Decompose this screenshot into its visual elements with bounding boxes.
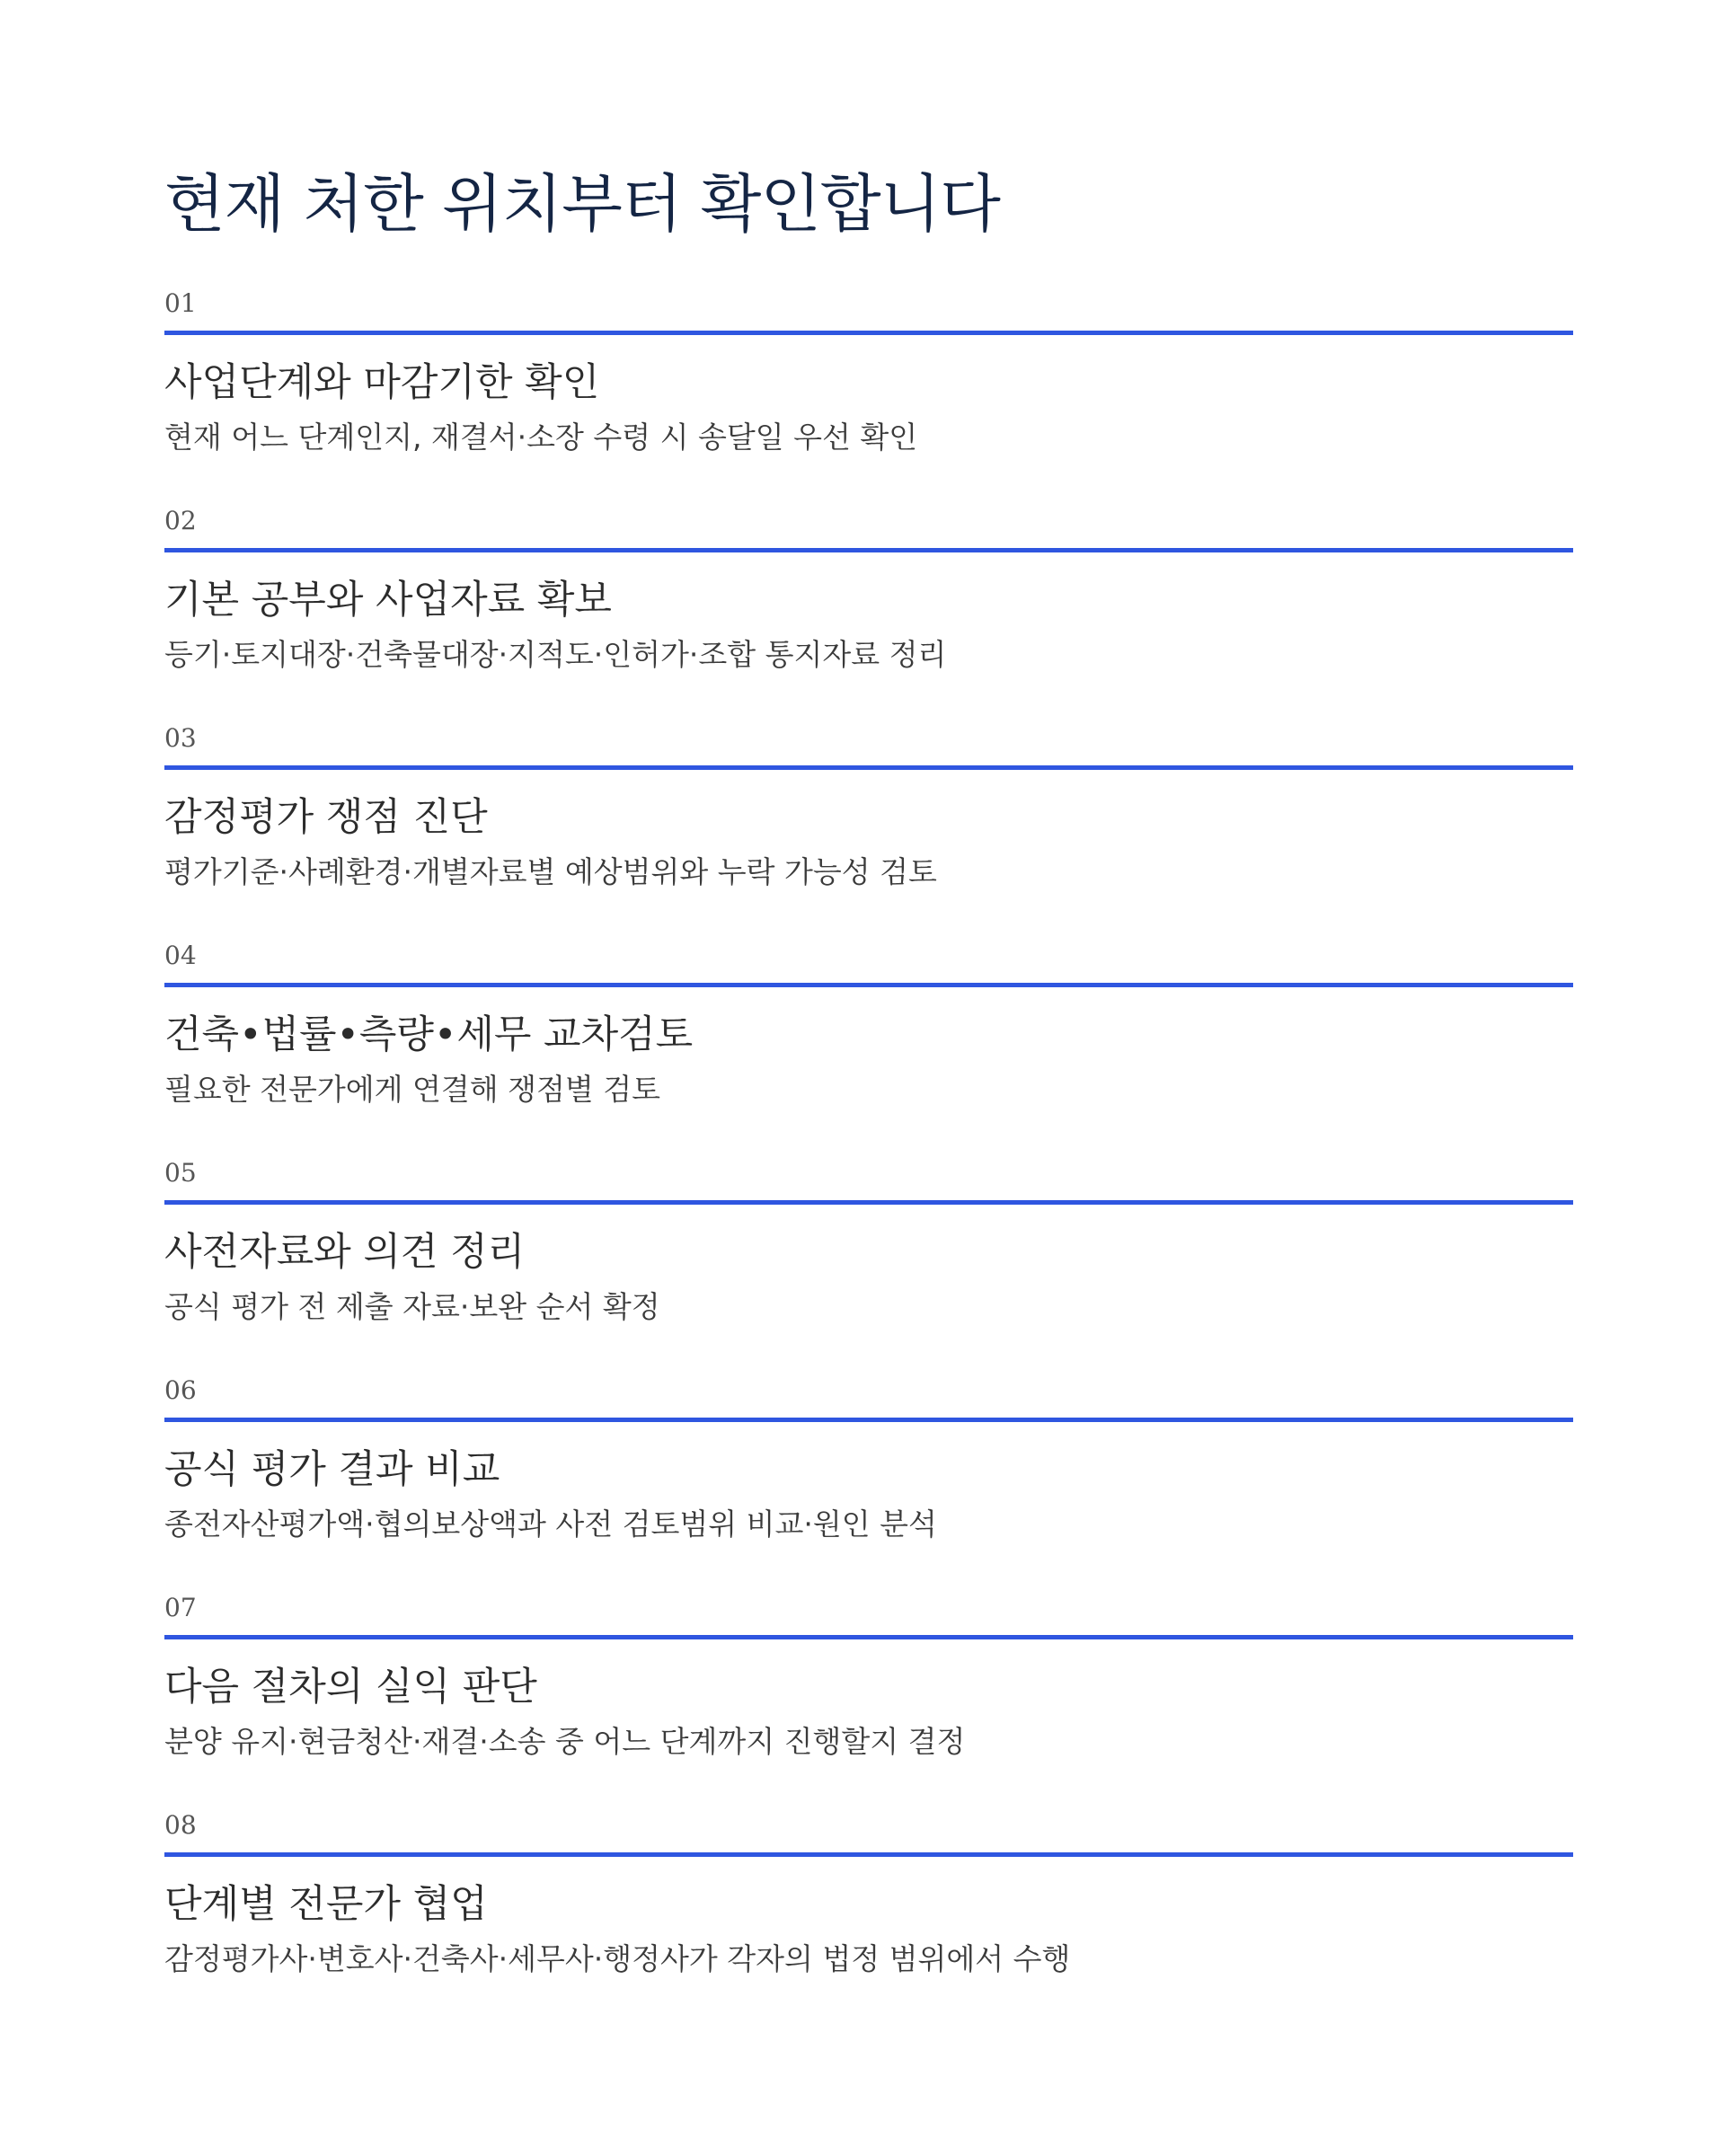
step-divider [164, 1418, 1573, 1422]
step-number: 08 [164, 1810, 197, 1840]
step-description: 현재 어느 단계인지, 재결서·소장 수령 시 송달일 우선 확인 [164, 420, 918, 455]
step-title: 사업단계와 마감기한 확인 [164, 360, 600, 405]
step-divider [164, 331, 1573, 335]
step-list [164, 286, 1573, 2025]
step-title: 다음 절차의 실익 판단 [164, 1665, 537, 1710]
step-item [164, 938, 1573, 1155]
step-description: 종전자산평가액·협의보상액과 사전 검토범위 비교·원인 분석 [164, 1507, 937, 1542]
step-description: 필요한 전문가에게 연결해 쟁점별 검토 [164, 1072, 661, 1107]
step-title: 기본 공부와 사업자료 확보 [164, 578, 612, 623]
step-number: 03 [164, 723, 197, 753]
step-description: 등기·토지대장·건축물대장·지적도·인허가·조합 통지자료 정리 [164, 637, 947, 672]
step-divider [164, 1635, 1573, 1639]
step-item [164, 503, 1573, 720]
step-number: 06 [164, 1375, 197, 1405]
step-description: 평가기준·사례환경·개별자료별 예상범위와 누락 가능성 검토 [164, 854, 937, 889]
step-number: 07 [164, 1593, 197, 1622]
step-item [164, 720, 1573, 938]
step-title: 감정평가 쟁점 진단 [164, 795, 488, 840]
step-item [164, 1155, 1573, 1373]
step-title: 단계별 전문가 협업 [164, 1882, 488, 1927]
step-item [164, 1373, 1573, 1590]
step-title: 공식 평가 결과 비교 [164, 1447, 500, 1492]
step-divider [164, 1852, 1573, 1857]
step-item [164, 286, 1573, 503]
step-divider [164, 548, 1573, 552]
step-divider [164, 983, 1573, 987]
step-number: 04 [164, 941, 197, 970]
step-description: 분양 유지·현금청산·재결·소송 중 어느 단계까지 진행할지 결정 [164, 1724, 966, 1759]
step-item [164, 1807, 1573, 2025]
step-divider [164, 765, 1573, 770]
step-title: 사전자료와 의견 정리 [164, 1230, 526, 1275]
step-number: 05 [164, 1158, 197, 1188]
step-description: 감정평가사·변호사·건축사·세무사·행정사가 각자의 법정 범위에서 수행 [164, 1941, 1071, 1976]
step-description: 공식 평가 전 제출 자료·보완 순서 확정 [164, 1289, 660, 1324]
step-divider [164, 1200, 1573, 1205]
step-number: 02 [164, 506, 197, 535]
step-title: 건축•법률•측량•세무 교차검토 [164, 1012, 694, 1057]
step-number: 01 [164, 288, 197, 318]
page-title: 현재 처한 위치부터 확인합니다 [164, 167, 1000, 241]
step-item [164, 1590, 1573, 1807]
